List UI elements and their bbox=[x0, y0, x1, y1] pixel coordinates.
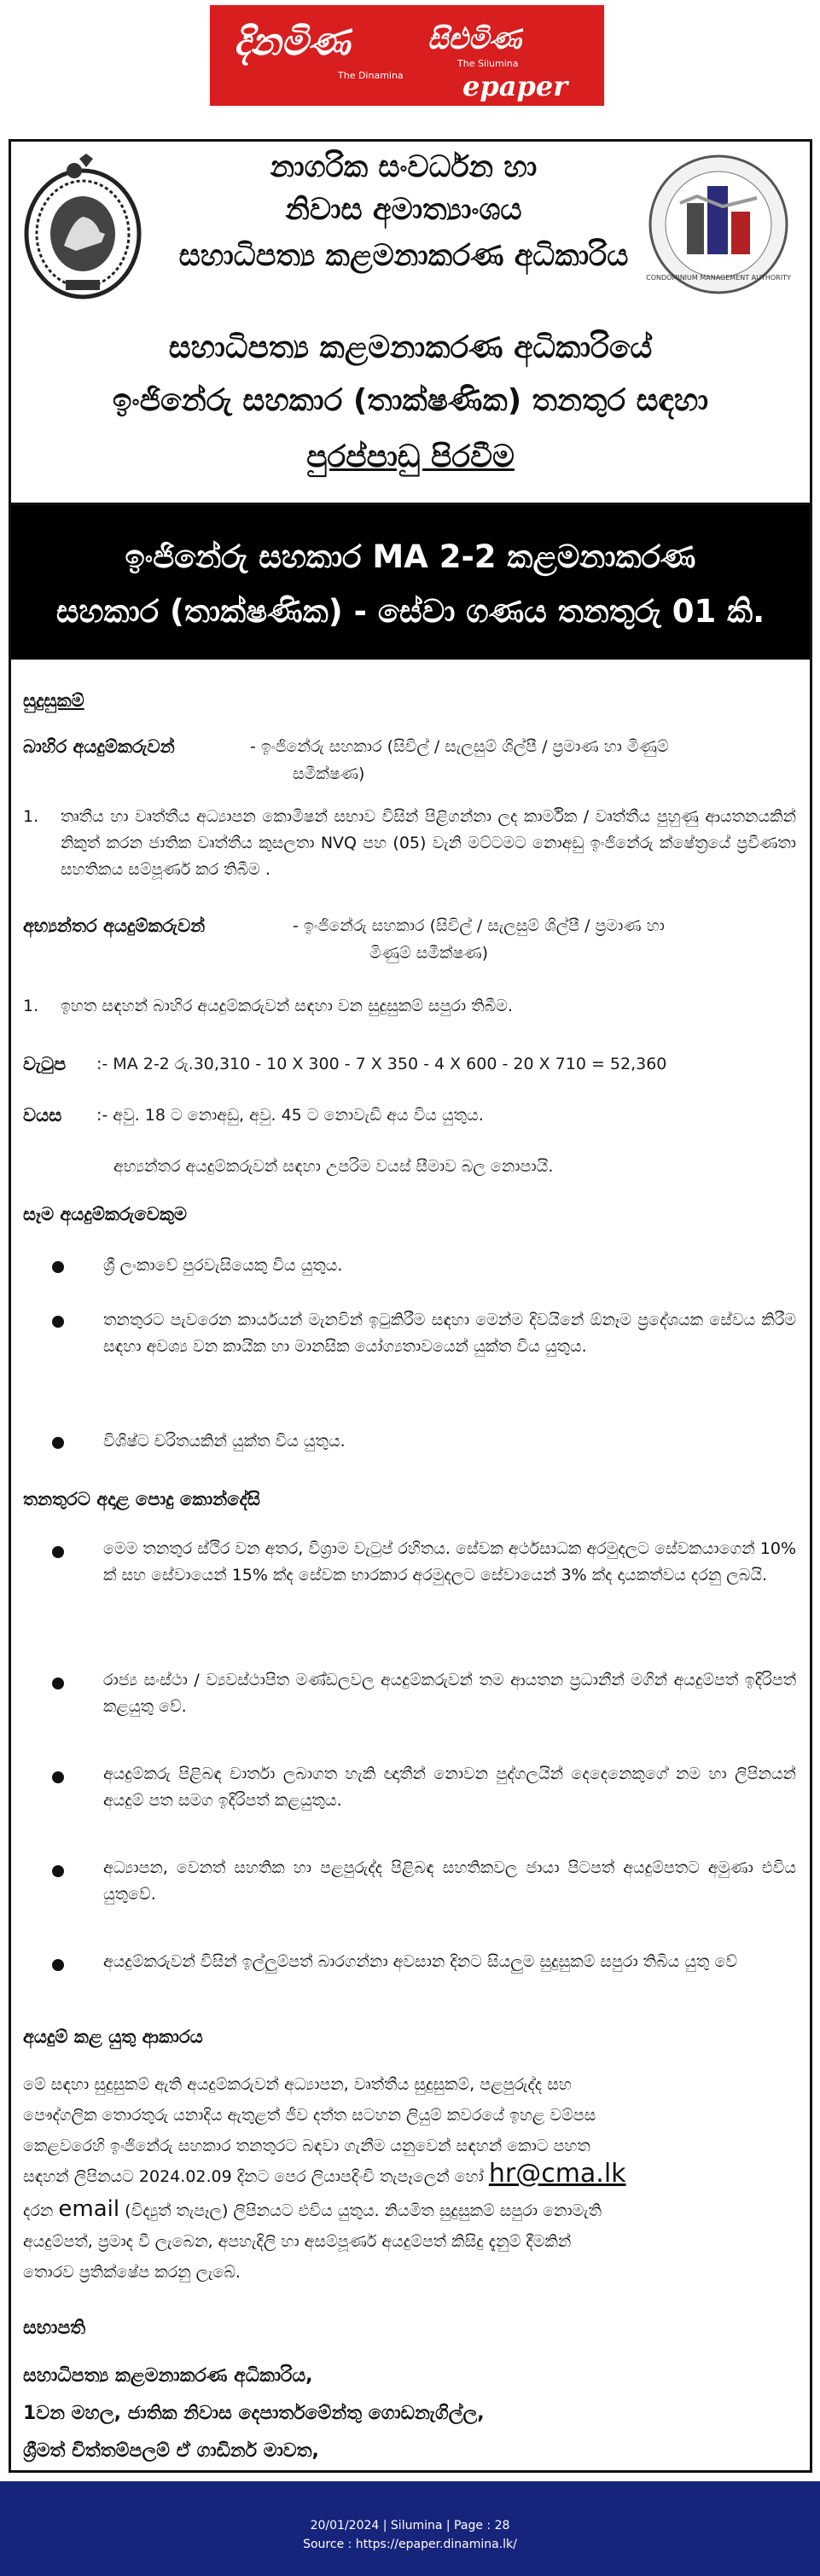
internal-applicants-desc-2: මිණුම් සමීක්ෂණ) bbox=[369, 944, 489, 962]
how-to-apply-line-6: අයදුම්පත්, ප්‍රමාද වී ලැබෙන, අපහැදිලි හා අසම්පූර්ණ අයදුම්පත් කිසිදු දැනුම් දීමකින් bbox=[23, 2232, 572, 2251]
chairman-label: සභාපති bbox=[23, 2317, 86, 2339]
ad-header bbox=[11, 142, 810, 505]
epaper-footer bbox=[0, 2481, 820, 2576]
salary-value: :- MA 2-2 රු.30,310 - 10 X 300 - 7 X 350 - 4 X 600 - 20 X 710 = 52,360 bbox=[96, 1055, 667, 1073]
cma-logo-text: CONDOMINIUM MANAGEMENT AUTHORITY bbox=[646, 274, 791, 282]
bullet-dot bbox=[52, 1316, 64, 1328]
external-applicants-desc-1: - ඉංජිනේරු සහකාර (සිවිල් / සැලසුම් ශිල්පී / ප්‍රමාණ හා මිණුම් bbox=[250, 737, 669, 756]
bullet-dot bbox=[52, 1959, 64, 1971]
qualifications-heading: සුදුසුකම් bbox=[23, 690, 84, 711]
condition-item: අයදුම්කරුවන් විසින් ඉල්ලුම්පත් බාරගන්නා අවසාන දිනට සියලුම සුදුසුකම් සපුරා තිබිය යුතු වේ bbox=[103, 1952, 738, 1971]
salary-label: වැටුප bbox=[23, 1054, 67, 1074]
all-applicants-item: විශිෂ්ට චරිතයකින් යුක්ත විය යුතුය. bbox=[103, 1432, 346, 1451]
address-line-1: සහාධිපත්‍ය කළමනාකරණ අධිකාරිය, bbox=[23, 2365, 313, 2387]
all-applicants-item: ශ්‍රී ලංකාවේ පුරවැසියෙකු විය යුතුය. bbox=[103, 1256, 343, 1275]
silumina-logo-text: සිළුමිණ bbox=[427, 22, 522, 56]
post-banner bbox=[11, 505, 810, 660]
internal-applicants-desc-1: - ඉංජිනේරු සහකාර (සිවිල් / සැලසුම් ශිල්පී / ප්‍රමාණ හා bbox=[293, 916, 665, 935]
how-to-apply-line-2: පෞද්ගලික තොරතුරු යනාදිය ඇතුළත් ජීව දත්ත සටහන ලියුම් කවරයේ ඉහළ වම්පස bbox=[23, 2106, 596, 2125]
sri-lanka-emblem-icon bbox=[20, 152, 146, 304]
age-value: :- අවු. 18 ට නොඅඩු, අවු. 45 ට නොවැඩි අය විය යුතුය. bbox=[96, 1106, 484, 1125]
footer-source-link[interactable]: Source : https://epaper.dinamina.lk/ bbox=[303, 2538, 517, 2551]
bullet-dot bbox=[52, 1546, 64, 1558]
condition-item: රාජ්‍ය සංස්ථා / ව්‍යවස්ථාපිත මණ්ඩලවල අයදුම්කරුවන් තම ආයතන ප්‍රධානීන් මගින් අයදුම්පත් ඉදිරිපත් කළයුතු වේ. bbox=[103, 1671, 796, 1716]
bullet-dot bbox=[52, 1261, 64, 1273]
external-item-number: 1. bbox=[23, 807, 39, 826]
external-applicants-desc-2: සමීක්ෂණ) bbox=[293, 765, 365, 783]
age-note: අභ්‍යන්තර අයදුම්කරුවන් සඳහා උපරිම වයස් සීමාව බල නොපායි. bbox=[113, 1157, 554, 1176]
conditions-heading: තනතුරට අදාළ පොදු කොන්දේසි bbox=[23, 1489, 260, 1509]
ad-title-line-2: ඉංජිනේරු සහකාර (තාක්ෂණික) තනතුර සඳහා bbox=[112, 383, 709, 418]
silumina-subtitle: The Silumina bbox=[457, 58, 519, 69]
address-line-2: 1වන මහල, ජාතික නිවාස දෙපාර්තමේන්තු ගොඩනැගිල්ල, bbox=[23, 2403, 485, 2424]
bullet-dot bbox=[52, 1437, 64, 1449]
email-address-link[interactable]: hr@cma.lk bbox=[488, 2159, 626, 2189]
internal-item-number: 1. bbox=[23, 997, 39, 1015]
condition-item: අධ්‍යාපන, වෙනත් සහතික හා පළපුරුද්ද පිළිබඳ සහතිකවල ජායා පිටපත් අයදුම්පතට අමුණා එවිය යුතුවේ. bbox=[103, 1858, 796, 1904]
address-line-3: ශ්‍රීමත් චිත්තම්පලම් ඒ ගාඩිනර් මාවත, bbox=[23, 2440, 319, 2462]
how-to-apply-line-1: මේ සඳහා සුදුසුකම් ඇති අයදුම්කරුවන් අධ්‍යාපන, වෘත්තීය සුදුසුකම්, පළපුරුද්ද සහ bbox=[23, 2075, 572, 2094]
epaper-masthead bbox=[208, 3, 606, 108]
age-label: වයස bbox=[23, 1105, 62, 1125]
footer-issue-info: 20/01/2024 | Silumina | Page : 28 bbox=[310, 2519, 510, 2532]
dinamina-logo-text: දිනමිණ bbox=[234, 20, 351, 64]
how-to-apply-heading: අයදුම් කළ යුතු ආකාරය bbox=[23, 2026, 203, 2047]
external-item-text: තෘතීය හා වෘත්තීය අධ්‍යාපන කොමිෂන් සභාව විසින් පිළිගන්නා ලද කාර්මික / වෘත්තීය පුහුණු ආයතනයකින් නිකුත් කරන ජාතික වෘත්තීය කුසලතා NVQ පහ (05) වැනි මට්ටමට නොඅඩු ඉංජිනේරු ක්ෂේත්‍රයේ ප්‍රවීණතා සහතිකය සම්පූර්ණ කර තිබීම . bbox=[61, 807, 796, 879]
all-applicants-heading: සෑම අයදුම්කරුවෙකුම bbox=[23, 1204, 187, 1224]
bullet-dot bbox=[52, 1865, 64, 1877]
dinamina-subtitle: The Dinamina bbox=[338, 70, 404, 81]
how-to-apply-line-5-text: (විද්‍යුත් තැපෑල) ලිපිනයට එවිය යුතුය. නියමිත සුදුසුකම් සපුරා නොමැති bbox=[125, 2201, 602, 2220]
how-to-apply-line-7: තොරව ප්‍රතික්ෂේප කරනු ලැබේ. bbox=[23, 2263, 241, 2282]
condition-item: මෙම තනතුර ස්ථිර වන අතර, විශ්‍රාම වැටුප් රහිතය. සේවක අර්ථසාධක අරමුදලට සේවකයාගෙන් 10% ක් සහ සේවායෙන් 15% ක්ද සේවක භාරකාර අරමුදලට සේවායෙන් 3% ක්ද දායකත්වය දරනු ලබයි. bbox=[103, 1539, 796, 1585]
bullet-dot bbox=[52, 1771, 64, 1783]
how-to-apply-line-4 bbox=[23, 2160, 796, 2190]
condition-item: අයදුම්කරු පිළිබඳ චාර්තා ලබාගත හැකි ඥාතීන් නොවන පුද්ගලයින් දෙදෙනෙකුගේ නම හා ලිපිනයන් අයදුම් පත සමග ඉදිරිපත් කළයුතුය. bbox=[103, 1765, 796, 1810]
ministry-name-line-2: නිවාස අමාත්‍යාංශය bbox=[285, 193, 522, 227]
internal-applicants-label: අභ්‍යන්තර අයදුම්කරුවන් bbox=[23, 916, 206, 936]
authority-name: සහාධිපත්‍ය කළමනාකරණ අධිකාරිය bbox=[178, 239, 629, 273]
ad-title-line-3: පුරප්පාඩු පිරවීම bbox=[306, 439, 515, 474]
post-banner-line-1: ඉංජිනේරු සහකාර MA 2-2 කළමනාකරණ bbox=[125, 538, 696, 575]
bullet-dot bbox=[52, 1678, 64, 1689]
how-to-apply-line-5-prefix: දරන bbox=[23, 2201, 54, 2220]
internal-item-text: ඉහත සඳහන් බාහිර අයදුම්කරුවන් සඳහා වන සුදුසුකම් සපුරා තිබීම. bbox=[61, 997, 513, 1015]
vacancy-advertisement bbox=[9, 139, 812, 2473]
post-banner-line-2: සහකාර (තාක්ෂණික) - සේවා ගණය තනතුරු 01 කි. bbox=[55, 593, 765, 630]
how-to-apply-line-5 bbox=[23, 2196, 796, 2224]
ad-title-line-1: සහාධිපත්‍ය කළමනාකරණ අධිකාරියේ bbox=[168, 330, 653, 365]
epaper-label: epaper bbox=[462, 70, 568, 102]
how-to-apply-line-4-text: සඳහන් ලිපිනයට 2024.02.09 දිනට පෙර ලියාපදිංචි තැපෑලෙන් හෝ bbox=[23, 2167, 484, 2186]
all-applicants-item: තනතුරට පැවරෙන කාර්යයන් මැනවින් ඉටුකිරීම සඳහා මෙන්ම දිවයිනේ ඕනෑම ප්‍රදේශයක සේවය කිරීම සඳහා අවශ්‍ය වන කායික හා මානසික යෝග්‍යතාවයෙන් යුක්ත විය යුතුය. bbox=[103, 1311, 796, 1356]
cma-logo-icon bbox=[646, 152, 791, 297]
external-applicants-label: බාහිර අයදුම්කරුවන් bbox=[23, 736, 175, 757]
email-word: email bbox=[58, 2196, 120, 2222]
how-to-apply-line-3: කෙළවරෙහි ඉංජිනේරු සහකාර තනතුරට බඳවා ගැනීම යනුවෙන් සඳහන් කොට පහත bbox=[23, 2137, 590, 2155]
ministry-name-line-1: නාගරික සංවර්ධන හා bbox=[270, 150, 538, 184]
